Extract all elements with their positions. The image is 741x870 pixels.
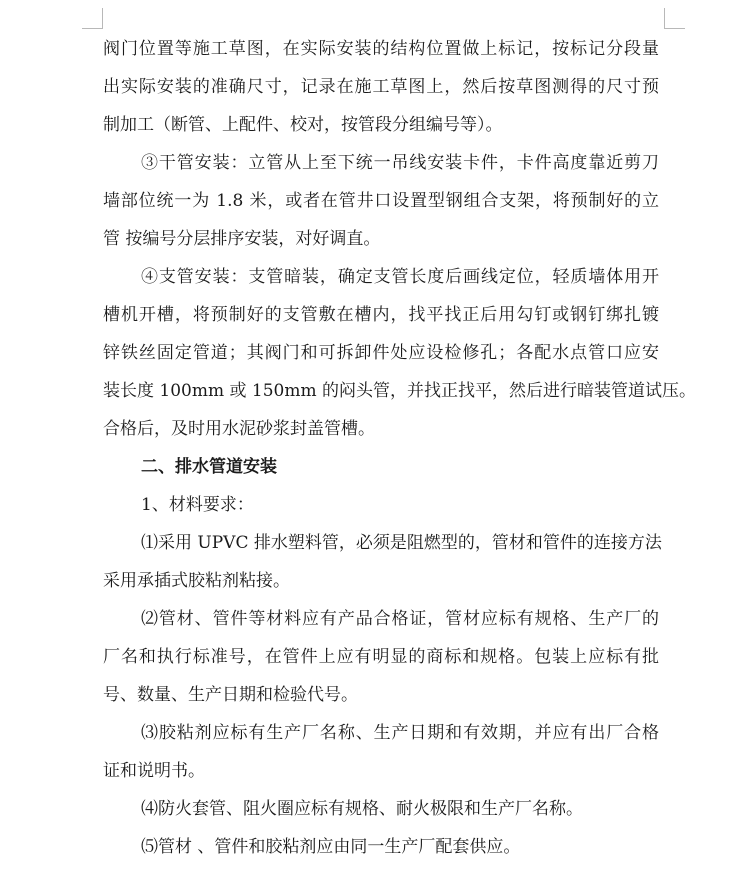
text-line: ⑵管材、管件等材料应有产品合格证，管材应标有规格、生产厂的 (141, 609, 659, 629)
text-line: 采用承插式胶粘剂粘接。 (103, 571, 290, 591)
text-line: ⑶胶粘剂应标有生产厂名称、生产日期和有效期，并应有出厂合格 (141, 723, 659, 743)
text-line: 装长度 100mm 或 150mm 的闷头管，并找正找平，然后进行暗装管道试压。 (103, 381, 696, 401)
text-line: 墙部位统一为 1.8 米，或者在管井口设置型钢组合支架，将预制好的立 (103, 191, 659, 211)
text-line: ⑷防火套管、阻火圈应标有规格、耐火极限和生产厂名称。 (141, 799, 583, 819)
text-line: ④支管安装：支管暗装，确定支管长度后画线定位，轻质墙体用开 (141, 267, 659, 287)
text-line: 证和说明书。 (103, 761, 205, 781)
text-line: 制加工（断管、上配件、校对，按管段分组编号等）。 (103, 115, 503, 135)
text-line: 厂名和执行标准号，在管件上应有明显的商标和规格。包装上应标有批 (103, 647, 659, 667)
subsection-heading: 1、材料要求： (141, 495, 254, 515)
text-line: 管 按编号分层排序安装，对好调直。 (103, 229, 381, 249)
text-line: ③干管安装：立管从上至下统一吊线安装卡件，卡件高度靠近剪刀 (141, 153, 659, 173)
text-line: ⑸管材 、管件和胶粘剂应由同一生产厂配套供应。 (141, 837, 521, 857)
text-line: 锌铁丝固定管道；其阀门和可拆卸件处应设检修孔；各配水点管口应安 (103, 343, 659, 363)
text-line: 出实际安装的准确尺寸，记录在施工草图上，然后按草图测得的尺寸预 (103, 77, 659, 97)
page-corner-mark-top-right (664, 8, 685, 29)
text-line: 号、数量、生产日期和检验代号。 (103, 685, 358, 705)
document-body (103, 30, 696, 866)
text-line: 槽机开槽，将预制好的支管敷在槽内，找平找正后用勾钉或钢钉绑扎镀 (103, 305, 659, 325)
text-line: ⑴采用 UPVC 排水塑料管，必须是阻燃型的，管材和管件的连接方法 (141, 533, 662, 553)
page-corner-mark-top-left (82, 8, 103, 29)
section-heading: 二、排水管道安装 (141, 457, 277, 477)
text-line: 阀门位置等施工草图，在实际安装的结构位置做上标记，按标记分段量 (103, 39, 659, 59)
text-line: 合格后，及时用水泥砂浆封盖管槽。 (103, 419, 375, 439)
